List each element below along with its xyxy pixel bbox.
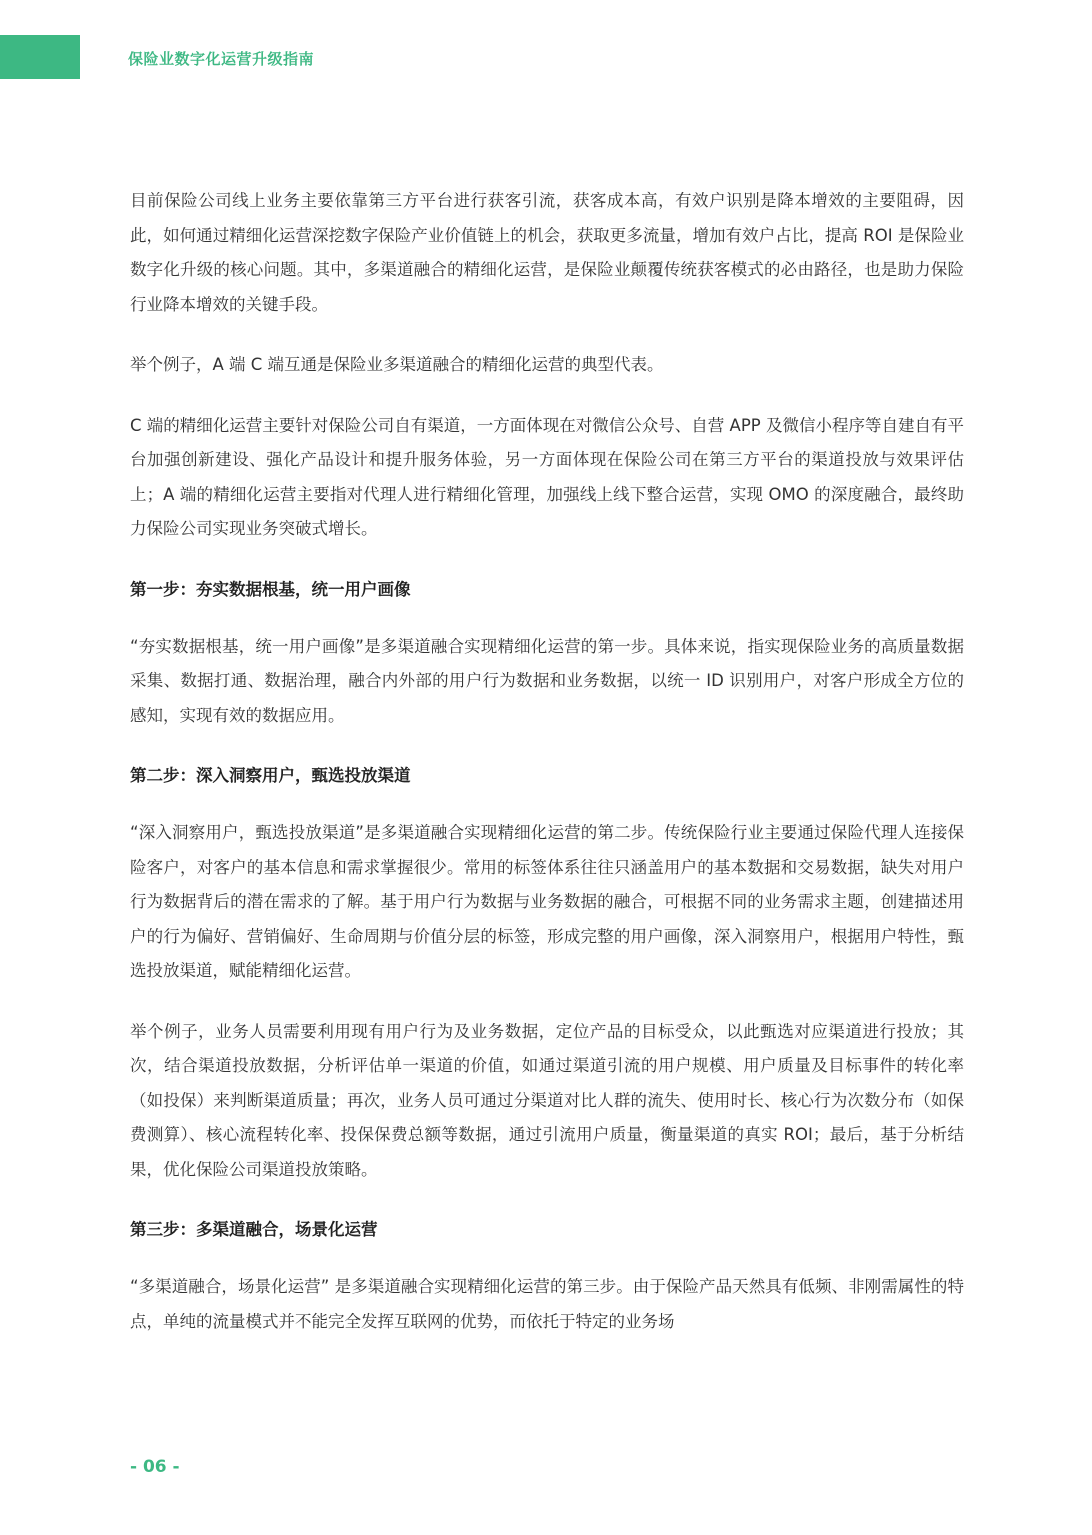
step-2-paragraph: “深入洞察用户，甄选投放渠道”是多渠道融合实现精细化运营的第二步。传统保险行业主要通过保险代理人连接保险客户，对客户的基本信息和需求掌握很少。常用的标签体系往往只涵盖用户的基本数据和交易数据，缺失对用户行为数据背后的潜在需求的了解。基于用户行为数据与业务数据的融合，可根据不同的业务需求主题，创建描述用户的行为偏好、营销偏好、生命周期与价值分层的标签，形成完整的用户画像，深入洞察用户，根据用户特性，甄选投放渠道，赋能精细化运营。 <box>130 823 964 980</box>
page-content <box>130 184 964 1365</box>
step-2-example-paragraph: 举个例子，业务人员需要利用现有用户行为及业务数据，定位产品的目标受众，以此甄选对应渠道进行投放；其次，结合渠道投放数据，分析评估单一渠道的价值，如通过渠道引流的用户规模、用户质量及目标事件的转化率（如投保）来判断渠道质量；再次，业务人员可通过分渠道对比人群的流失、使用时长、核心行为次数分布（如保费测算）、核心流程转化率、投保保费总额等数据，通过引流用户质量，衡量渠道的真实 ROI；最后，基于分析结果，优化保险公司渠道投放策略。 <box>130 1021 964 1179</box>
step-1-paragraph: “夯实数据根基，统一用户画像”是多渠道融合实现精细化运营的第一步。具体来说，指实现保险业务的高质量数据采集、数据打通、数据治理，融合内外部的用户行为数据和业务数据，以统一 ID 识别用户，对客户形成全方位的感知，实现有效的数据应用。 <box>130 636 964 725</box>
step-2-heading: 第二步：深入洞察用户，甄选投放渠道 <box>130 766 411 785</box>
header-accent-block <box>0 35 80 79</box>
step-1-heading: 第一步：夯实数据根基，统一用户画像 <box>130 579 411 599</box>
channel-paragraph: C 端的精细化运营主要针对保险公司自有渠道，一方面体现在对微信公众号、自营 APP 及微信小程序等自建自有平台加强创新建设、强化产品设计和提升服务体验，另一方面体现在保险公司在第三方平台的渠道投放与效果评估上；A 端的精细化运营主要指对代理人进行精细化管理，加强线上线下整合运营，实现 OMO 的深度融合，最终助力保险公司实现业务突破式增长。 <box>130 415 964 538</box>
step-3-heading: 第三步：多渠道融合，场景化运营 <box>130 1220 378 1239</box>
document-title: 保险业数字化运营升级指南 <box>128 50 315 68</box>
example-paragraph: 举个例子，A 端 C 端互通是保险业多渠道融合的精细化运营的典型代表。 <box>130 355 664 374</box>
step-3-paragraph: “多渠道融合，场景化运营” 是多渠道融合实现精细化运营的第三步。由于保险产品天然具有低频、非刚需属性的特点，单纯的流量模式并不能完全发挥互联网的优势，而依托于特定的业务场 <box>130 1277 964 1331</box>
intro-paragraph: 目前保险公司线上业务主要依靠第三方平台进行获客引流，获客成本高，有效户识别是降本增效的主要阻碍，因此，如何通过精细化运营深挖数字保险产业价值链上的机会，获取更多流量，增加有效户占比，提高 ROI 是保险业数字化升级的核心问题。其中，多渠道融合的精细化运营，是保险业颠覆传统获客模式的必由路径，也是助力保险行业降本增效的关键手段。 <box>130 191 964 314</box>
page-number: - 06 - <box>130 1457 180 1477</box>
